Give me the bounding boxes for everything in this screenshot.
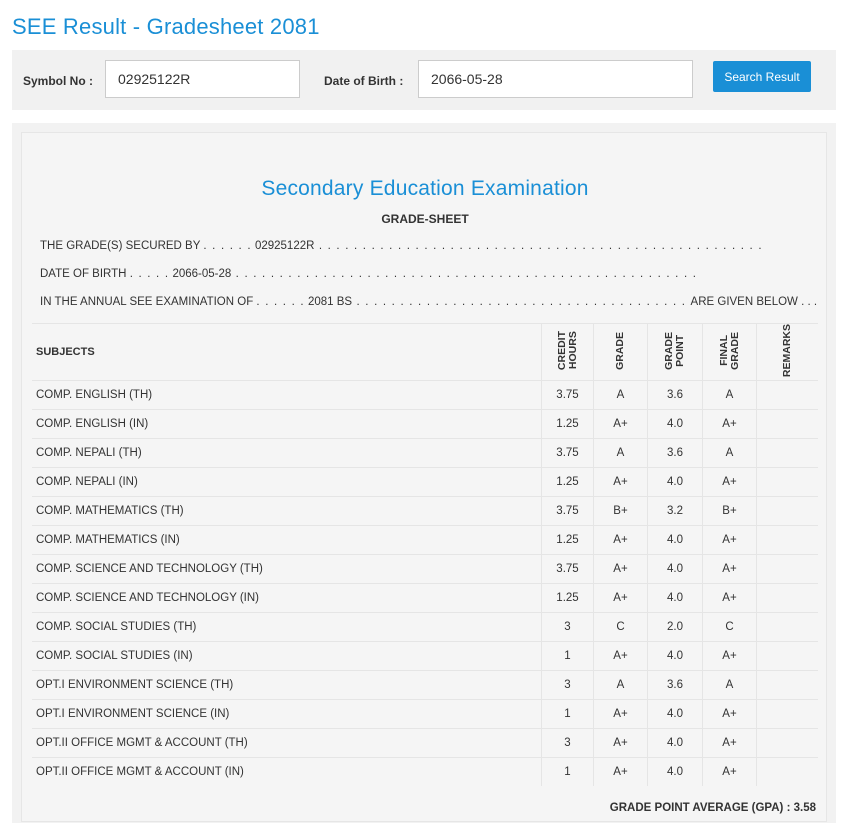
grade-point-cell: 4.0 [648, 410, 703, 439]
credit-hours-cell: 3.75 [542, 381, 594, 410]
grade-cell: A+ [594, 700, 648, 729]
remarks-cell [757, 700, 819, 729]
date-of-birth-input[interactable] [418, 60, 693, 98]
date-of-birth-line: DATE OF BIRTH . . . . . 2066-05-28 . . . . . . . . . . . . . . . . . . . . . . . . . . . . . . . . . . . . . . . . . . . . . . . . . . . . . [40, 268, 698, 280]
gpa-summary [610, 802, 816, 814]
table-row [32, 526, 818, 555]
table-row [32, 410, 818, 439]
final-grade-cell: A [703, 439, 757, 468]
grade-column-header: GRADE [594, 324, 648, 381]
subject-cell: COMP. SOCIAL STUDIES (IN) [32, 642, 542, 671]
credit-hours-cell: 3 [542, 671, 594, 700]
grade-point-cell: 4.0 [648, 700, 703, 729]
final-grade-cell: A+ [703, 642, 757, 671]
remarks-cell [757, 642, 819, 671]
subject-cell: COMP. NEPALI (TH) [32, 439, 542, 468]
table-row [32, 671, 818, 700]
credit-hours-cell: 3.75 [542, 497, 594, 526]
credit-hours-cell: 1.25 [542, 468, 594, 497]
examination-line-value: 2081 BS [307, 296, 353, 308]
subject-cell: OPT.II OFFICE MGMT & ACCOUNT (IN) [32, 758, 542, 787]
search-form [12, 50, 836, 110]
grade-point-cell: 2.0 [648, 613, 703, 642]
subject-cell: COMP. SOCIAL STUDIES (TH) [32, 613, 542, 642]
remarks-cell [757, 584, 819, 613]
table-row [32, 381, 818, 410]
grade-cell: A+ [594, 729, 648, 758]
gradesheet-card [21, 132, 827, 822]
grade-cell: A [594, 381, 648, 410]
grade-cell: A [594, 671, 648, 700]
final-grade-cell: A [703, 671, 757, 700]
remarks-cell [757, 497, 819, 526]
gradesheet-subtitle: GRADE-SHEET [381, 212, 469, 226]
final-grade-cell: A+ [703, 468, 757, 497]
grade-point-cell: 4.0 [648, 729, 703, 758]
final-grade-cell: A+ [703, 700, 757, 729]
grade-cell: A+ [594, 758, 648, 787]
examination-line-label: IN THE ANNUAL SEE EXAMINATION OF [40, 296, 254, 308]
subject-cell: OPT.II OFFICE MGMT & ACCOUNT (TH) [32, 729, 542, 758]
remarks-cell [757, 526, 819, 555]
grade-cell: A+ [594, 410, 648, 439]
table-row [32, 584, 818, 613]
grade-point-cell: 3.6 [648, 439, 703, 468]
symbol-number-label: Symbol No : [23, 74, 94, 88]
grade-point-cell: 4.0 [648, 642, 703, 671]
credit-hours-cell: 1.25 [542, 584, 594, 613]
secured-by-line: THE GRADE(S) SECURED BY . . . . . . 02925122R . . . . . . . . . . . . . . . . . . . . . . . . . . . . . . . . . . . . . . . . . . . . . . . . . . . [40, 240, 763, 252]
credit-hours-cell: 3.75 [542, 439, 594, 468]
grade-cell: A+ [594, 526, 648, 555]
table-row [32, 613, 818, 642]
gpa-label: GRADE POINT AVERAGE (GPA) : [609, 802, 791, 814]
table-header-row [32, 324, 818, 381]
table-row [32, 758, 818, 787]
final-grade-cell: A+ [703, 729, 757, 758]
grade-point-cell: 3.2 [648, 497, 703, 526]
subject-cell: COMP. MATHEMATICS (IN) [32, 526, 542, 555]
remarks-cell [757, 613, 819, 642]
subject-cell: OPT.I ENVIRONMENT SCIENCE (TH) [32, 671, 542, 700]
grade-cell: A+ [594, 468, 648, 497]
subject-cell: COMP. ENGLISH (TH) [32, 381, 542, 410]
final-grade-cell: A+ [703, 555, 757, 584]
grade-point-cell: 4.0 [648, 584, 703, 613]
grade-point-cell: 3.6 [648, 381, 703, 410]
secured-by-value: 02925122R [254, 240, 315, 252]
grade-cell: A+ [594, 642, 648, 671]
gradesheet-panel [12, 123, 836, 823]
remarks-cell [757, 381, 819, 410]
search-result-button[interactable]: Search Result [713, 61, 811, 92]
page-title: SEE Result - Gradesheet 2081 [12, 14, 320, 39]
examination-line-suffix: ARE GIVEN BELOW . . . [690, 296, 818, 308]
grade-point-cell: 4.0 [648, 758, 703, 787]
exam-title: Secondary Education Examination [261, 177, 589, 200]
remarks-column-header: REMARKS [757, 324, 819, 381]
remarks-cell [757, 555, 819, 584]
credit-hours-column-header: CREDIT HOURS [542, 324, 594, 381]
grade-cell: C [594, 613, 648, 642]
final-grade-cell: A+ [703, 410, 757, 439]
grade-point-column-header: GRADE POINT [648, 324, 703, 381]
credit-hours-cell: 1 [542, 758, 594, 787]
credit-hours-cell: 3 [542, 729, 594, 758]
table-row [32, 497, 818, 526]
gpa-value: 3.58 [793, 802, 816, 814]
credit-hours-cell: 1.25 [542, 410, 594, 439]
credit-hours-cell: 1 [542, 700, 594, 729]
grade-cell: A+ [594, 555, 648, 584]
remarks-cell [757, 671, 819, 700]
date-of-birth-line-label: DATE OF BIRTH [40, 268, 127, 280]
remarks-cell [757, 410, 819, 439]
grade-point-cell: 4.0 [648, 526, 703, 555]
final-grade-cell: A [703, 381, 757, 410]
credit-hours-cell: 3.75 [542, 555, 594, 584]
grade-cell: A+ [594, 584, 648, 613]
subject-cell: COMP. SCIENCE AND TECHNOLOGY (TH) [32, 555, 542, 584]
final-grade-cell: A+ [703, 526, 757, 555]
date-of-birth-line-value: 2066-05-28 [172, 268, 232, 280]
grade-point-cell: 4.0 [648, 468, 703, 497]
final-grade-cell: C [703, 613, 757, 642]
table-row [32, 555, 818, 584]
final-grade-column-header: FINAL GRADE [703, 324, 757, 381]
final-grade-cell: A+ [703, 758, 757, 787]
table-row [32, 700, 818, 729]
grade-point-cell: 3.6 [648, 671, 703, 700]
credit-hours-cell: 3 [542, 613, 594, 642]
remarks-cell [757, 729, 819, 758]
grades-table [32, 323, 818, 786]
table-row [32, 642, 818, 671]
table-row [32, 729, 818, 758]
subject-cell: COMP. MATHEMATICS (TH) [32, 497, 542, 526]
subject-cell: COMP. SCIENCE AND TECHNOLOGY (IN) [32, 584, 542, 613]
grade-cell: A [594, 439, 648, 468]
final-grade-cell: B+ [703, 497, 757, 526]
subject-cell: COMP. NEPALI (IN) [32, 468, 542, 497]
remarks-cell [757, 439, 819, 468]
symbol-number-input[interactable] [105, 60, 300, 98]
remarks-cell [757, 758, 819, 787]
remarks-cell [757, 468, 819, 497]
date-of-birth-label: Date of Birth : [324, 74, 404, 88]
final-grade-cell: A+ [703, 584, 757, 613]
table-row [32, 439, 818, 468]
examination-line: IN THE ANNUAL SEE EXAMINATION OF . . . . . . 2081 BS . . . . . . . . . . . . . . . . . . . . . . . . . . . . . . . . . . . . . . ARE GIVEN BELOW . . . [40, 296, 818, 308]
subjects-column-header: SUBJECTS [32, 324, 542, 381]
grade-cell: B+ [594, 497, 648, 526]
grade-point-cell: 4.0 [648, 555, 703, 584]
credit-hours-cell: 1.25 [542, 526, 594, 555]
subject-cell: COMP. ENGLISH (IN) [32, 410, 542, 439]
table-row [32, 468, 818, 497]
secured-by-label: THE GRADE(S) SECURED BY [40, 240, 201, 252]
credit-hours-cell: 1 [542, 642, 594, 671]
subject-cell: OPT.I ENVIRONMENT SCIENCE (IN) [32, 700, 542, 729]
